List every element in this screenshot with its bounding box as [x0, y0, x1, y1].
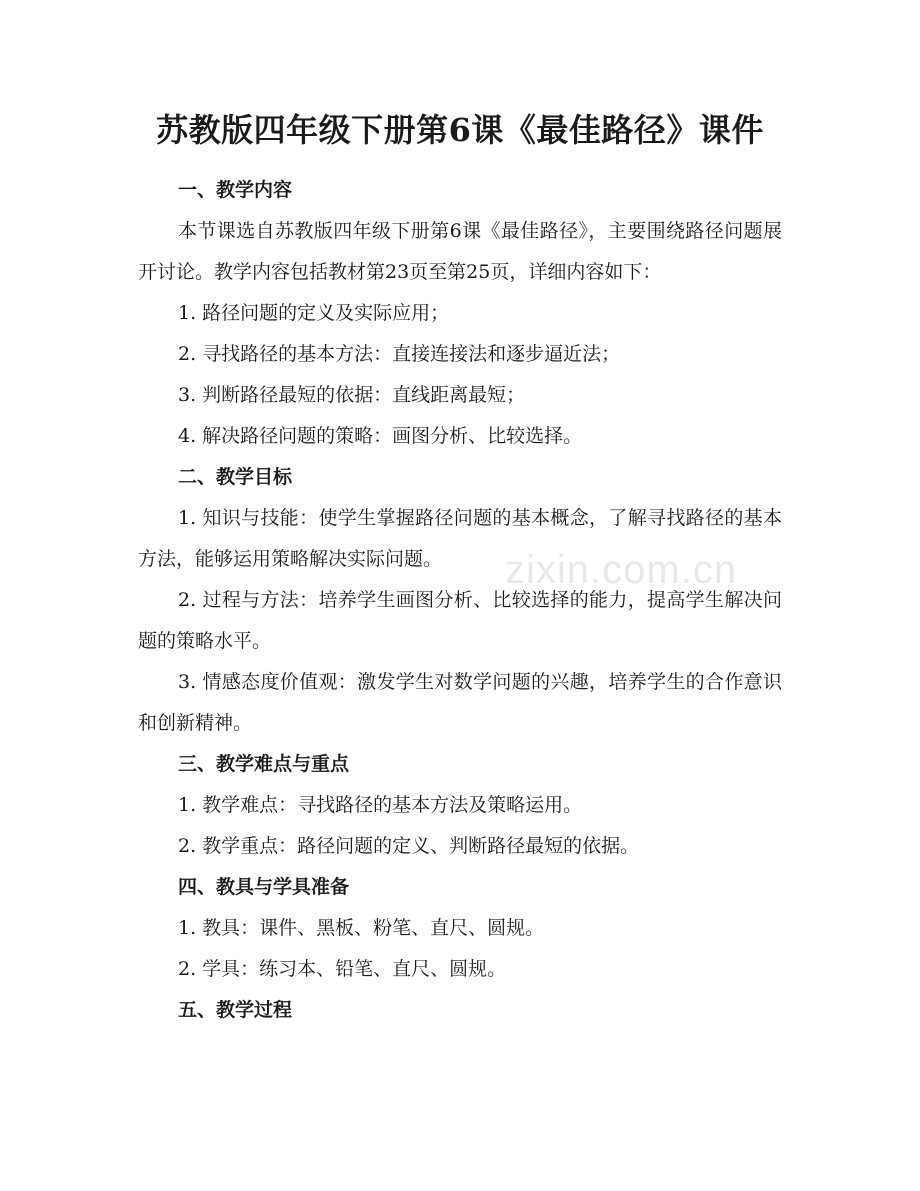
key-point-item: 1. 教学难点：寻找路径的基本方法及策略运用。 [178, 794, 583, 816]
objective-paragraph: 1. 知识与技能：使学生掌握路径问题的基本概念，了解寻找路径的基本方法，能够运用策略解决实际问题。 [138, 507, 782, 570]
section-heading-materials: 四、教具与学具准备 [178, 876, 350, 898]
content-item: 1. 路径问题的定义及实际应用； [178, 302, 450, 324]
document-title: 苏教版四年级下册第6课《最佳路径》课件 [156, 111, 764, 149]
section-heading-objectives: 二、教学目标 [178, 466, 293, 488]
document-body [138, 170, 782, 1031]
section-heading-content: 一、教学内容 [178, 179, 293, 201]
content-item: 4. 解决路径问题的策略：画图分析、比较选择。 [178, 425, 583, 447]
objective-paragraph: 3. 情感态度价值观：激发学生对数学问题的兴趣，培养学生的合作意识和创新精神。 [138, 671, 782, 734]
section-heading-process: 五、教学过程 [178, 999, 293, 1021]
content-item: 3. 判断路径最短的依据：直线距离最短； [178, 384, 526, 406]
section-heading-key-points: 三、教学难点与重点 [178, 753, 350, 775]
watermark: zixin.com.cn [505, 548, 738, 592]
materials-item: 2. 学具：练习本、铅笔、直尺、圆规。 [178, 958, 507, 980]
content-item: 2. 寻找路径的基本方法：直接连接法和逐步逼近法； [178, 343, 621, 365]
key-point-item: 2. 教学重点：路径问题的定义、判断路径最短的依据。 [178, 835, 640, 857]
materials-item: 1. 教具：课件、黑板、粉笔、直尺、圆规。 [178, 917, 545, 939]
content-intro-paragraph: 本节课选自苏教版四年级下册第6课《最佳路径》，主要围绕路径问题展开讨论。教学内容包括教材第23页至第25页，详细内容如下： [138, 220, 782, 283]
objective-paragraph: 2. 过程与方法：培养学生画图分析、比较选择的能力，提高学生解决问题的策略水平。 [138, 589, 782, 652]
